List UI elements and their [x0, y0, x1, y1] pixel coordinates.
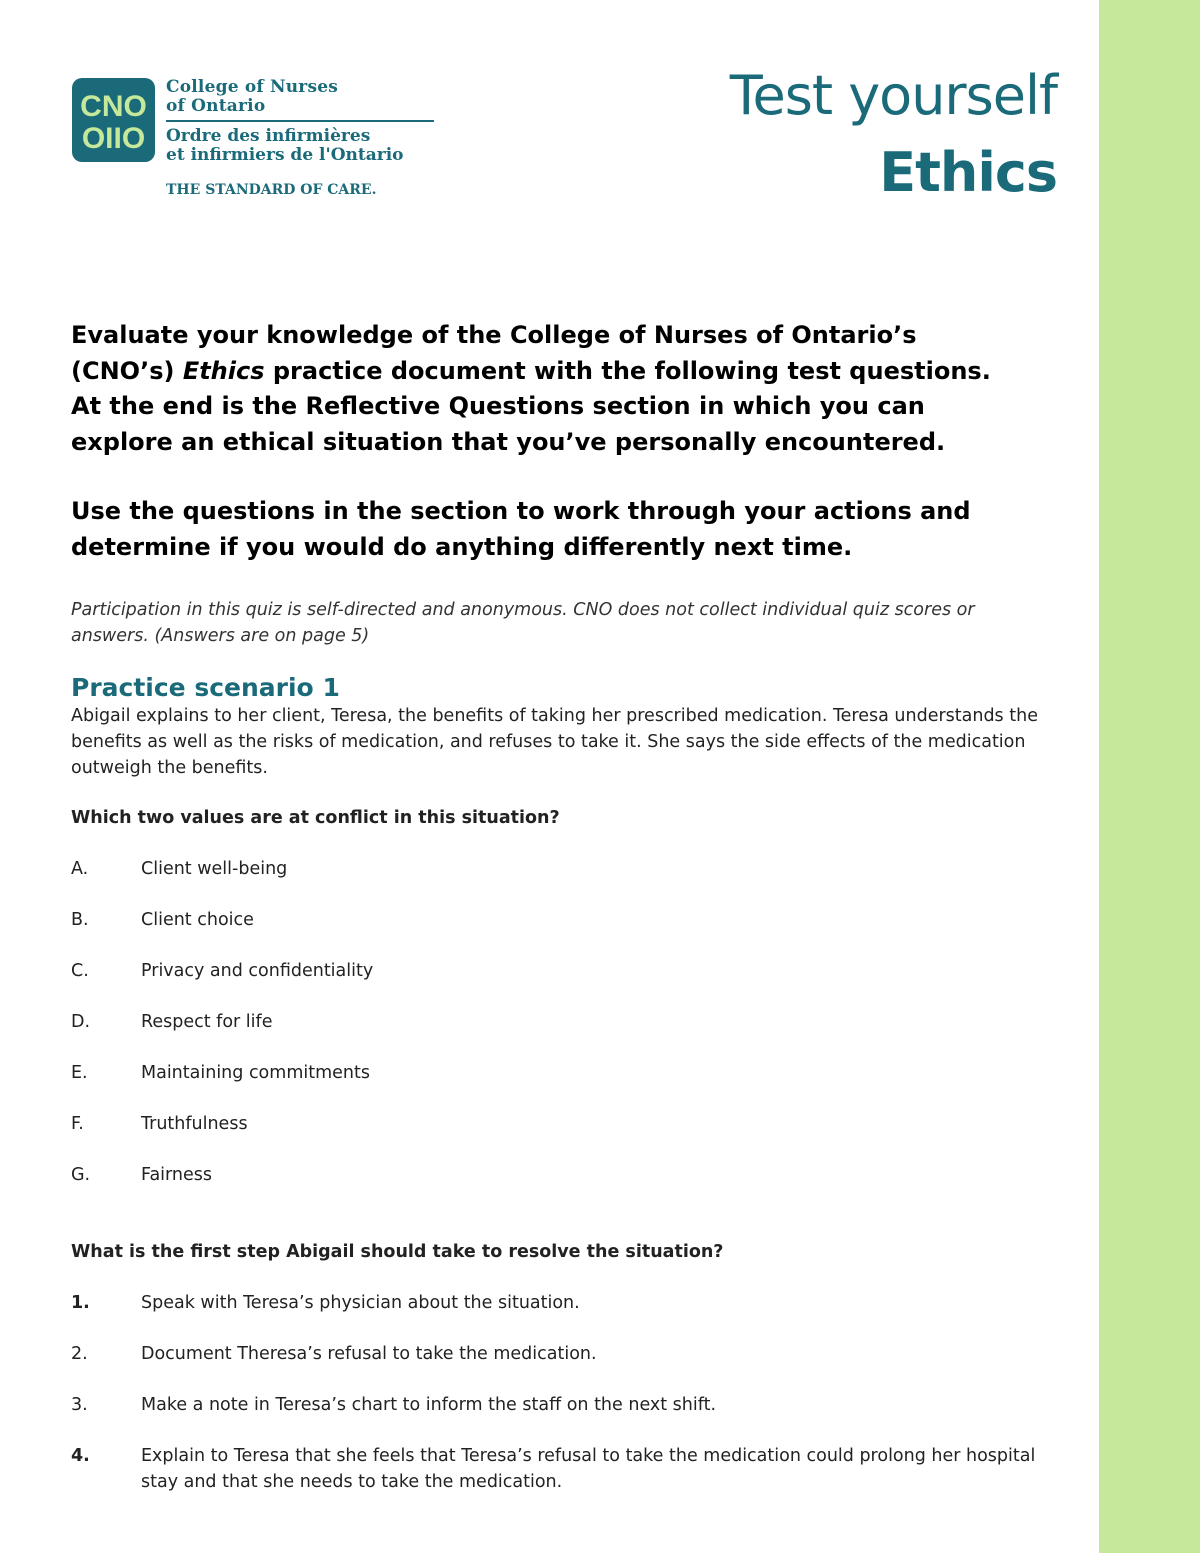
- option-item: [71, 1111, 1061, 1137]
- option-key: F.: [71, 1114, 84, 1134]
- option-item: [71, 1060, 1061, 1086]
- option-key: 4.: [71, 1446, 90, 1466]
- option-item: [71, 1392, 1061, 1418]
- page-subtitle: Ethics: [879, 141, 1057, 204]
- question-1-options: [71, 856, 1061, 1188]
- option-item: [71, 1009, 1061, 1035]
- logo-tagline: THE STANDARD OF CARE.: [166, 182, 377, 198]
- intro-part-2: practice document with the following test questions. At the end is the Reflective Questions section in which you can explore an ethical situation that you’ve personally encountered.: [71, 356, 991, 456]
- logo-line-4: et infirmiers de l'Ontario: [166, 145, 404, 165]
- intro-part-1: Evaluate your knowledge of the College of Nurses of Ontario’s (CNO’s): [71, 321, 917, 385]
- option-key: B.: [71, 910, 89, 930]
- question-1: Which two values are at conflict in this situation?: [71, 808, 560, 828]
- scenario-title: Practice scenario 1: [71, 673, 340, 702]
- option-text: Client choice: [141, 910, 254, 930]
- option-key: G.: [71, 1165, 91, 1185]
- side-color-band: [1099, 0, 1200, 1553]
- option-text: Speak with Teresa’s physician about the situation.: [141, 1293, 580, 1313]
- question-2-options: [71, 1290, 1061, 1495]
- option-text: Client well-being: [141, 859, 288, 879]
- participation-note: Participation in this quiz is self-directed and anonymous. CNO does not collect individual quiz scores or answers. (Answers are on page 5): [71, 600, 975, 646]
- option-item: [71, 1290, 1061, 1316]
- option-text: Truthfulness: [141, 1114, 248, 1134]
- intro-paragraph-2: Use the questions in the section to work through your actions and determine if you would do anything differently next time.: [71, 497, 971, 561]
- intro-italic-term: Ethics: [182, 356, 265, 385]
- cno-monogram: [72, 78, 155, 162]
- option-key: D.: [71, 1012, 91, 1032]
- option-item: [71, 907, 1061, 933]
- monogram-graphic: [72, 78, 155, 162]
- option-text: Explain to Teresa that she feels that Teresa’s refusal to take the medication could prolong her hospital stay and that she needs to take the medication.: [141, 1446, 1036, 1492]
- logo-line-2: of Ontario: [166, 96, 266, 116]
- option-text: Make a note in Teresa’s chart to inform the staff on the next shift.: [141, 1395, 717, 1415]
- option-item: [71, 856, 1061, 882]
- option-text: Respect for life: [141, 1012, 273, 1032]
- monogram-bottom: OIIO: [81, 122, 146, 155]
- logo-divider: [166, 120, 434, 122]
- option-item: [71, 1162, 1061, 1188]
- option-text: Maintaining commitments: [141, 1063, 370, 1083]
- scenario-text: Abigail explains to her client, Teresa, the benefits of taking her prescribed medication. Teresa understands the benefits as well as the risks of medication, and refuses to take it. She says the side effects of the medication outweigh the benefits.: [71, 706, 1038, 778]
- logo-wordmark: [166, 78, 506, 165]
- option-key: A.: [71, 859, 89, 879]
- option-key: C.: [71, 961, 89, 981]
- monogram-top: CNO: [80, 90, 147, 123]
- option-key: 1.: [71, 1293, 90, 1313]
- option-text: Fairness: [141, 1165, 213, 1185]
- option-item: [71, 1341, 1061, 1367]
- logo-line-3: Ordre des infirmières: [166, 126, 371, 146]
- question-2: What is the first step Abigail should take to resolve the situation?: [71, 1242, 724, 1262]
- option-text: Document Theresa’s refusal to take the medication.: [141, 1344, 597, 1364]
- option-item: [71, 958, 1061, 984]
- option-text: Privacy and confidentiality: [141, 961, 374, 981]
- option-key: E.: [71, 1063, 88, 1083]
- option-item: [71, 1443, 1061, 1495]
- logo-line-1: College of Nurses: [166, 77, 339, 97]
- option-key: 2.: [71, 1344, 88, 1364]
- intro-paragraph: [71, 318, 1011, 460]
- page-title: Test yourself: [729, 64, 1057, 127]
- option-key: 3.: [71, 1395, 88, 1415]
- document-body: [71, 318, 1061, 1495]
